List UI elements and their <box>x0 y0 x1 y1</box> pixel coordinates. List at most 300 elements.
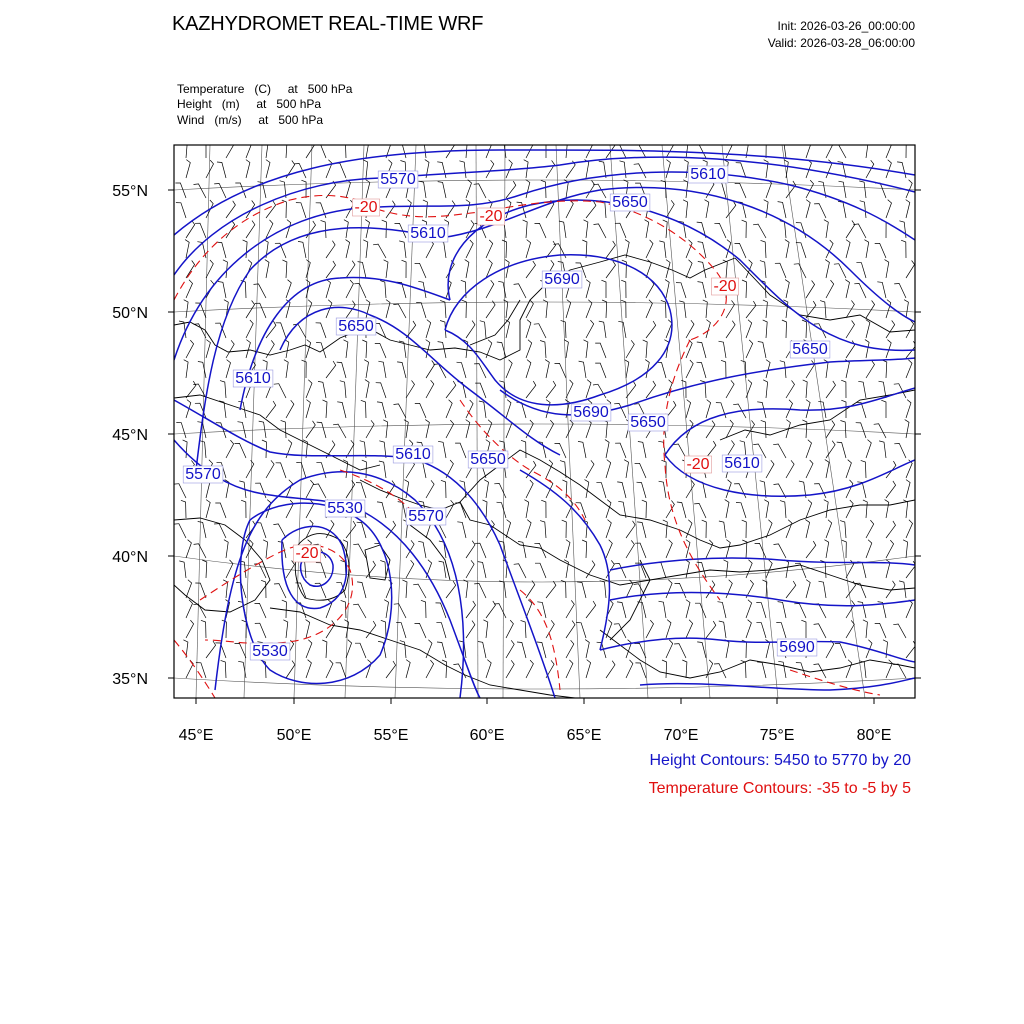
wind-barb <box>906 180 912 198</box>
wind-barb <box>576 503 586 518</box>
height-label: 5610 <box>235 370 271 387</box>
wind-barb <box>826 520 832 538</box>
height-label: 5650 <box>470 451 506 468</box>
wind-barb <box>866 540 872 558</box>
wind-barb <box>726 480 731 498</box>
wind-barb <box>858 602 866 618</box>
wind-barb <box>517 642 526 658</box>
wind-barb <box>794 604 806 619</box>
wind-barb <box>780 501 786 518</box>
wind-barb <box>323 400 328 418</box>
wind-barb <box>526 480 533 498</box>
wind-barbs <box>174 140 916 678</box>
init-time: Init: 2026-03-26_00:00:00 <box>777 19 915 33</box>
wind-barb <box>386 201 395 218</box>
wind-barb <box>379 461 386 478</box>
wind-barb <box>506 520 511 538</box>
wind-barb <box>246 221 255 238</box>
wind-barb <box>377 502 386 518</box>
wind-barb <box>486 601 496 618</box>
wind-barb <box>498 281 506 298</box>
wind-barb <box>758 342 766 359</box>
wind-barb <box>635 463 646 478</box>
wind-barb <box>825 460 829 478</box>
lon-label-45: 45°E <box>178 727 214 744</box>
height-label: 5650 <box>612 194 648 211</box>
wind-barb <box>606 261 616 278</box>
wind-barb <box>846 460 851 478</box>
wind-barb <box>586 460 594 478</box>
wind-barb <box>426 560 432 578</box>
wind-barb <box>437 162 446 178</box>
wind-barb <box>462 300 467 318</box>
wind-barb <box>806 440 812 458</box>
wind-barb <box>846 500 853 518</box>
wind-barb <box>686 480 694 498</box>
wind-barb <box>866 320 870 338</box>
wind-barb <box>402 260 407 278</box>
wind-barb <box>806 360 815 378</box>
wind-barb <box>885 500 889 518</box>
wind-barb <box>546 400 550 418</box>
wind-barb <box>854 284 866 299</box>
wind-barb <box>786 380 795 398</box>
wind-barb <box>466 601 476 618</box>
wind-barb <box>840 421 846 439</box>
wind-barb <box>506 181 516 198</box>
wind-barb <box>694 144 706 158</box>
wind-barb <box>198 522 206 539</box>
wind-barb <box>255 603 267 618</box>
wind-barb <box>266 201 276 218</box>
wind-barb <box>466 420 470 438</box>
wind-barb <box>577 582 586 598</box>
lat-axis <box>168 190 921 678</box>
wind-barb <box>363 160 368 178</box>
wind-barb <box>686 360 693 378</box>
wind-barb <box>384 260 388 278</box>
wind-barb <box>858 381 866 398</box>
wind-barb <box>686 540 690 558</box>
wind-barb <box>326 280 331 298</box>
wind-barb <box>643 340 648 358</box>
wind-barb <box>841 380 846 398</box>
wind-barb <box>381 620 386 638</box>
valid-time: Valid: 2026-03-28_06:00:00 <box>767 36 915 50</box>
wind-barb <box>562 480 567 498</box>
wind-barb <box>756 622 766 638</box>
wind-barb <box>337 362 346 378</box>
wind-barb <box>540 341 546 359</box>
wind-barb <box>814 204 826 218</box>
wind-barb <box>466 321 475 338</box>
wind-barb <box>824 500 828 518</box>
wind-barb <box>806 580 810 598</box>
wind-barb <box>514 564 526 578</box>
wind-barb <box>526 520 531 538</box>
wind-barb <box>318 381 326 398</box>
wind-barb <box>638 442 646 459</box>
wind-barb <box>336 663 346 678</box>
wind-barb <box>755 543 766 558</box>
wind-barb <box>466 560 474 578</box>
wind-barb <box>806 281 815 299</box>
wind-barb <box>566 640 574 658</box>
wind-barb <box>365 140 369 158</box>
height-label: 5570 <box>380 171 416 188</box>
wind-barb <box>226 360 231 378</box>
temperature-label: -20 <box>295 545 319 562</box>
wind-barb <box>486 301 495 318</box>
wind-barb <box>446 381 456 398</box>
wind-barb <box>594 224 607 238</box>
wind-barb <box>340 381 346 398</box>
wind-barb <box>326 160 332 178</box>
wind-barb <box>484 480 488 498</box>
wind-barb <box>838 201 846 218</box>
wind-barb <box>763 380 767 398</box>
wind-barb <box>686 400 691 418</box>
wind-barb <box>486 280 494 298</box>
wind-barb <box>617 482 626 498</box>
wind-barb <box>457 522 466 538</box>
wind-barb <box>586 420 591 438</box>
wind-barb <box>906 480 910 498</box>
wind-barb <box>841 400 846 418</box>
wind-barb <box>526 600 532 618</box>
wind-barb <box>620 161 627 178</box>
wind-barb <box>563 140 568 158</box>
wind-barb <box>534 324 546 338</box>
wind-barb <box>316 343 326 359</box>
wind-barb <box>819 581 827 598</box>
wind-barb <box>626 340 634 358</box>
wind-barb <box>377 402 386 418</box>
wind-barb <box>645 220 649 238</box>
height-label: 5610 <box>395 446 431 463</box>
wind-barb <box>757 662 766 678</box>
wind-barb <box>526 340 532 358</box>
wind-barb <box>764 160 768 178</box>
wind-barb <box>202 560 207 578</box>
wind-barb <box>466 200 470 218</box>
wind-barb <box>221 660 226 678</box>
wind-barb <box>526 180 530 198</box>
wind-barb <box>241 500 246 518</box>
wind-barb <box>463 140 468 158</box>
wind-barb <box>566 600 574 618</box>
wind-barb <box>645 360 649 378</box>
wind-barb <box>726 540 730 558</box>
wind-barb <box>586 660 591 678</box>
wind-barb <box>494 484 506 499</box>
wind-barb <box>206 641 216 658</box>
wind-barb <box>214 184 226 199</box>
wind-barb <box>316 323 326 338</box>
wind-barb <box>761 240 767 258</box>
wind-barb <box>824 220 828 238</box>
wind-barb <box>826 640 834 658</box>
temperature-contours <box>174 195 880 698</box>
wind-barb <box>666 540 672 558</box>
wind-barb <box>753 224 766 238</box>
wind-barb <box>306 340 311 358</box>
wind-barb <box>361 400 366 418</box>
wind-barb <box>584 220 588 238</box>
lon-label-55: 55°E <box>373 727 409 744</box>
wind-barb <box>894 284 906 299</box>
wind-barb <box>602 300 607 318</box>
wind-barb <box>198 362 206 379</box>
wind-barb <box>864 240 868 258</box>
wind-barb <box>763 300 768 318</box>
lon-label-70: 70°E <box>663 727 699 744</box>
wind-barb <box>661 180 666 198</box>
wind-barb <box>415 623 427 638</box>
wind-barb <box>415 403 426 418</box>
wind-barb <box>663 520 668 538</box>
wind-barb <box>264 140 268 158</box>
wind-barb <box>706 320 710 338</box>
wind-barb <box>820 301 826 318</box>
wind-barb <box>282 600 287 618</box>
lat-label-55: 55°N <box>112 183 148 200</box>
wind-barb <box>882 360 887 378</box>
wind-barb <box>215 503 226 518</box>
wind-barb <box>761 420 766 438</box>
wind-barb <box>326 621 335 639</box>
wind-barb <box>586 201 596 218</box>
wind-barb <box>186 620 194 638</box>
wind-barb <box>521 440 526 458</box>
wind-barb <box>406 540 414 558</box>
wind-barb <box>366 660 371 678</box>
wind-barb <box>246 521 255 538</box>
wind-barb <box>285 340 289 358</box>
wind-barb <box>666 500 674 518</box>
wind-barb <box>535 223 547 238</box>
height-label: 5650 <box>630 414 666 431</box>
wind-barb <box>760 261 766 278</box>
wind-barb <box>306 660 311 678</box>
wind-barb <box>906 320 914 338</box>
wind-barb <box>906 400 911 418</box>
wind-barb <box>883 640 888 658</box>
wind-barb <box>846 600 855 618</box>
wind-barb <box>586 280 590 298</box>
wind-barb <box>326 241 335 258</box>
wind-barb <box>626 540 634 558</box>
wind-barb <box>455 443 466 458</box>
wind-barb <box>404 420 408 438</box>
wind-barb <box>255 483 266 498</box>
wind-barb <box>766 360 770 378</box>
wind-barb <box>586 140 593 158</box>
wind-barb <box>402 580 407 598</box>
wind-barb <box>393 304 406 318</box>
wind-barb <box>833 144 846 158</box>
wind-barb <box>877 282 886 298</box>
wind-barb <box>282 260 287 278</box>
wind-barb <box>526 660 533 678</box>
wind-barb <box>695 603 706 618</box>
wind-barb <box>726 321 735 338</box>
wind-barb <box>861 460 866 478</box>
wind-barb <box>785 280 789 298</box>
wind-barb <box>666 620 671 638</box>
temperature-contour-legend: Temperature Contours: -35 to -5 by 5 <box>648 780 911 797</box>
wind-barb <box>254 284 267 298</box>
lon-label-80: 80°E <box>856 727 892 744</box>
wind-barb <box>483 620 487 638</box>
wind-barb <box>865 340 869 358</box>
wind-barb <box>601 280 606 298</box>
wind-barb <box>726 201 736 218</box>
wind-barb <box>246 301 255 319</box>
wind-barb <box>316 563 326 578</box>
wind-barb <box>357 582 366 598</box>
wind-barb <box>425 420 429 438</box>
wind-barb <box>826 140 833 158</box>
wind-barb <box>659 601 667 618</box>
wind-barb <box>778 661 786 678</box>
wind-barb <box>726 140 733 158</box>
wind-barb <box>246 460 254 478</box>
wind-barb <box>284 360 288 378</box>
wind-barb <box>702 520 707 538</box>
wind-barb <box>806 460 813 478</box>
wind-barb <box>775 263 786 278</box>
wind-barb <box>406 560 414 578</box>
wind-barb <box>778 602 786 618</box>
wind-barb <box>698 282 707 298</box>
wind-barb <box>195 223 206 238</box>
wind-barb <box>582 540 587 558</box>
wind-barb <box>906 200 910 218</box>
wind-barb <box>263 540 268 558</box>
wind-barb <box>545 360 549 378</box>
wind-barb <box>801 620 806 638</box>
wind-barb <box>742 640 747 658</box>
wind-barb <box>784 560 788 578</box>
wind-barb <box>353 544 366 558</box>
wind-barb <box>419 181 426 198</box>
wind-barb <box>380 281 386 298</box>
wind-barb <box>686 240 692 258</box>
wind-barb <box>824 540 828 558</box>
wind-barb <box>185 240 189 258</box>
wind-barb <box>306 421 315 438</box>
height-label: 5570 <box>408 508 444 525</box>
lat-label-45: 45°N <box>112 427 148 444</box>
wind-barb <box>566 380 573 398</box>
wind-barb <box>226 201 235 218</box>
wind-barb <box>506 400 511 418</box>
wind-barb <box>540 521 546 538</box>
wind-barb <box>480 321 486 338</box>
wind-barb <box>176 422 186 438</box>
height-label: 5610 <box>410 225 446 242</box>
wind-barb <box>863 500 867 518</box>
wind-barb <box>656 563 666 579</box>
wind-barb <box>362 340 367 358</box>
wind-barb <box>686 320 694 338</box>
wind-barb <box>316 462 326 478</box>
wind-barb <box>886 160 891 178</box>
wind-barb <box>186 221 195 239</box>
wind-barb <box>200 441 206 458</box>
wind-barb <box>459 161 466 178</box>
wind-barb <box>726 380 734 398</box>
wind-barb <box>606 540 612 558</box>
wind-barb <box>859 661 866 678</box>
wind-barb <box>634 164 646 178</box>
wind-barb <box>526 461 536 478</box>
height-label: 5610 <box>690 166 726 183</box>
wind-barb <box>826 421 835 439</box>
wind-barb <box>224 540 228 558</box>
wind-barb <box>337 402 346 418</box>
wind-barb <box>585 160 589 178</box>
wind-barb <box>326 361 336 378</box>
wind-barb <box>439 241 446 258</box>
wind-barb <box>826 381 836 398</box>
wind-barb <box>886 300 891 318</box>
wind-barb <box>606 241 615 258</box>
wind-barb <box>742 220 747 238</box>
wind-barb <box>226 340 234 358</box>
wind-barb <box>746 320 752 338</box>
wind-barb <box>439 561 446 578</box>
wind-barb <box>686 600 690 618</box>
wind-barb <box>806 500 812 518</box>
wind-barb <box>298 241 306 258</box>
wind-barb <box>785 240 789 258</box>
wind-barb <box>617 602 626 618</box>
height-label: 5650 <box>338 318 374 335</box>
wind-barb <box>904 300 908 318</box>
wind-barb <box>506 360 512 378</box>
wind-barb <box>845 280 849 298</box>
wind-barb <box>706 421 715 438</box>
wind-barb <box>766 180 772 198</box>
wind-barb <box>885 260 889 278</box>
wind-barb <box>886 481 896 498</box>
wind-barb <box>283 620 287 638</box>
wind-barb <box>502 240 507 258</box>
wind-barb <box>364 360 368 378</box>
wind-barb <box>416 302 426 318</box>
wind-barb <box>226 560 233 578</box>
wind-barb <box>746 340 753 358</box>
wind-barb <box>186 261 195 279</box>
wind-barb <box>555 363 567 378</box>
wind-barb <box>235 443 247 458</box>
temperature-label: -20 <box>479 208 503 225</box>
wind-barb <box>586 320 594 338</box>
wind-barb <box>705 200 709 218</box>
wind-barb <box>406 380 415 398</box>
wind-barb <box>624 460 628 478</box>
wind-barb <box>179 561 186 578</box>
wind-barb <box>418 541 426 558</box>
wind-barb <box>526 360 531 378</box>
wind-barb <box>546 420 554 438</box>
wind-barb <box>497 342 506 358</box>
wind-barb <box>566 300 571 318</box>
wind-barb <box>683 180 687 198</box>
wind-barb <box>524 500 528 518</box>
